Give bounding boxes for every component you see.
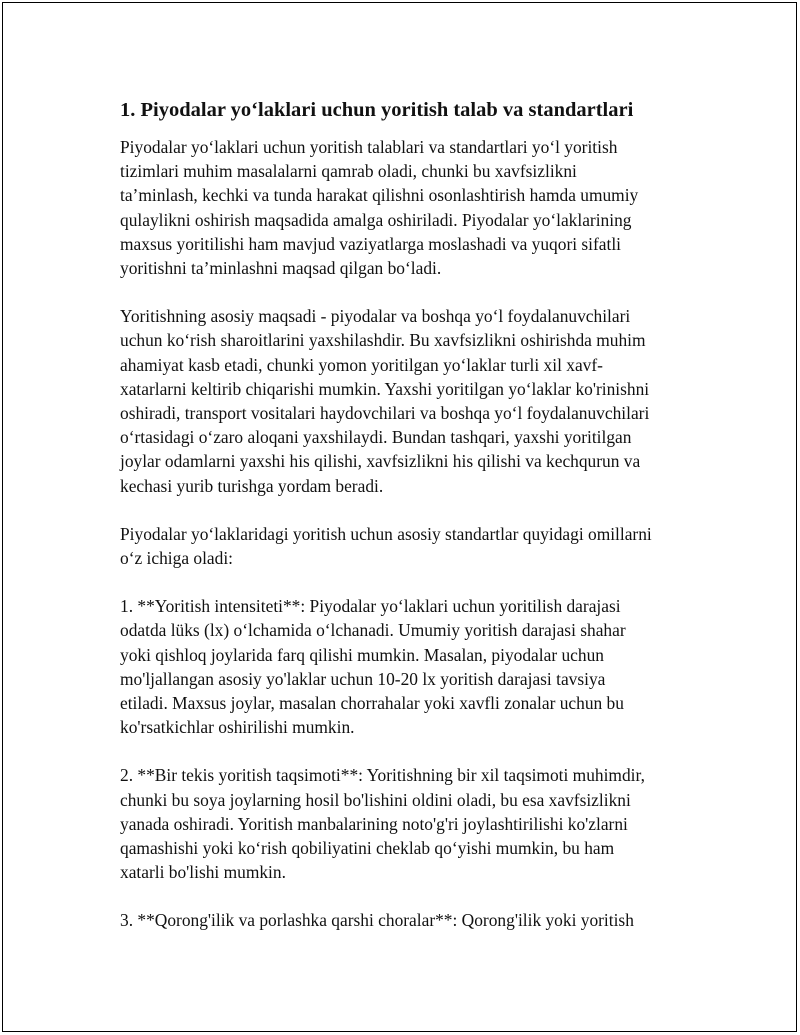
text-line: tizimlari muhim masalalarni qamrab oladi, chunki bu xavfsizlikni xyxy=(120,161,577,182)
text-line: uchun ko‘rish sharoitlarini yaxshilashdir. Bu xavfsizlikni oshirishda muhim xyxy=(120,330,646,351)
text-line: yoritishni ta’minlashni maqsad qilgan bo‘ladi. xyxy=(120,258,442,279)
section-heading: 1. Piyodalar yo‘laklari uchun yoritish talab va standartlari xyxy=(120,99,634,121)
text-line: 1. **Yoritish intensiteti**: Piyodalar yo‘laklari uchun yoritilish darajasi xyxy=(120,596,621,617)
text-line: joylar odamlarni yaxshi his qilishi, xavfsizlikni his qilishi va kechqurun va xyxy=(120,451,641,472)
text-line: etiladi. Maxsus joylar, masalan chorrahalar yoki xavfli zonalar uchun bu xyxy=(120,693,624,714)
text-line: o‘rtasidagi o‘zaro aloqani yaxshilaydi. Bundan tashqari, yaxshi yoritilgan xyxy=(120,427,632,448)
list-item-intensity xyxy=(120,594,700,739)
text-line: kechasi yurib turishga yordam beradi. xyxy=(120,475,384,496)
text-line: maxsus yoritilishi ham mavjud vaziyatlarga moslashadi va yuqori sifatli xyxy=(120,233,622,254)
text-line: ta’minlash, kechki va tunda harakat qilishni osonlashtirish hamda umumiy xyxy=(120,185,639,206)
document-content xyxy=(120,98,700,957)
paragraph-standards-intro xyxy=(120,522,700,570)
text-line: yoki qishloq joylarida farq qilishi mumkin. Masalan, piyodalar uchun xyxy=(120,644,604,665)
paragraph-purpose xyxy=(120,304,700,498)
paragraph-intro xyxy=(120,135,700,280)
text-line: Piyodalar yo‘laklaridagi yoritish uchun asosiy standartlar quyidagi omillarni xyxy=(120,523,652,544)
text-line: xatarlarni keltirib chiqarishi mumkin. Yaxshi yoritilgan yo‘laklar ko'rinishni xyxy=(120,378,650,399)
text-line: yanada oshiradi. Yoritish manbalarining noto'g'ri joylashtirilishi ko'zlarni xyxy=(120,813,628,834)
text-line: qulaylikni oshirish maqsadida amalga oshiriladi. Piyodalar yo‘laklarining xyxy=(120,209,632,230)
text-line: xatarli bo'lishi mumkin. xyxy=(120,862,286,883)
text-line: oshiradi, transport vositalari haydovchilari va boshqa yo‘l foydalanuvchilari xyxy=(120,403,650,424)
text-line: mo'ljallangan asosiy yo'laklar uchun 10-20 lx yoritish darajasi tavsiya xyxy=(120,668,606,689)
list-item-uniformity xyxy=(120,763,700,884)
text-line: ahamiyat kasb etadi, chunki yomon yoritilgan yo‘laklar turli xil xavf- xyxy=(120,354,603,375)
text-line: ko'rsatkichlar oshirilishi mumkin. xyxy=(120,717,355,738)
text-line: 3. **Qorong'ilik va porlashka qarshi choralar**: Qorong'ilik yoki yoritish xyxy=(120,910,634,931)
list-item-glare xyxy=(120,908,700,932)
text-line: odatda lüks (lx) o‘lchamida o‘lchanadi. Umumiy yoritish darajasi shahar xyxy=(120,620,626,641)
text-line: 2. **Bir tekis yoritish taqsimoti**: Yoritishning bir xil taqsimoti muhimdir, xyxy=(120,765,645,786)
text-line: Piyodalar yo‘laklari uchun yoritish talablari va standartlari yo‘l yoritish xyxy=(120,137,618,157)
text-line: qamashishi yoki ko‘rish qobiliyatini cheklab qo‘yishi mumkin, bu ham xyxy=(120,838,615,859)
text-line: chunki bu soya joylarning hosil bo'lishini oldini oladi, bu esa xavfsizlikni xyxy=(120,789,631,810)
document-page xyxy=(2,2,797,1032)
text-line: Yoritishning asosiy maqsadi - piyodalar va boshqa yo‘l foydalanuvchilari xyxy=(120,306,631,327)
text-line: o‘z ichiga oladi: xyxy=(120,548,233,569)
